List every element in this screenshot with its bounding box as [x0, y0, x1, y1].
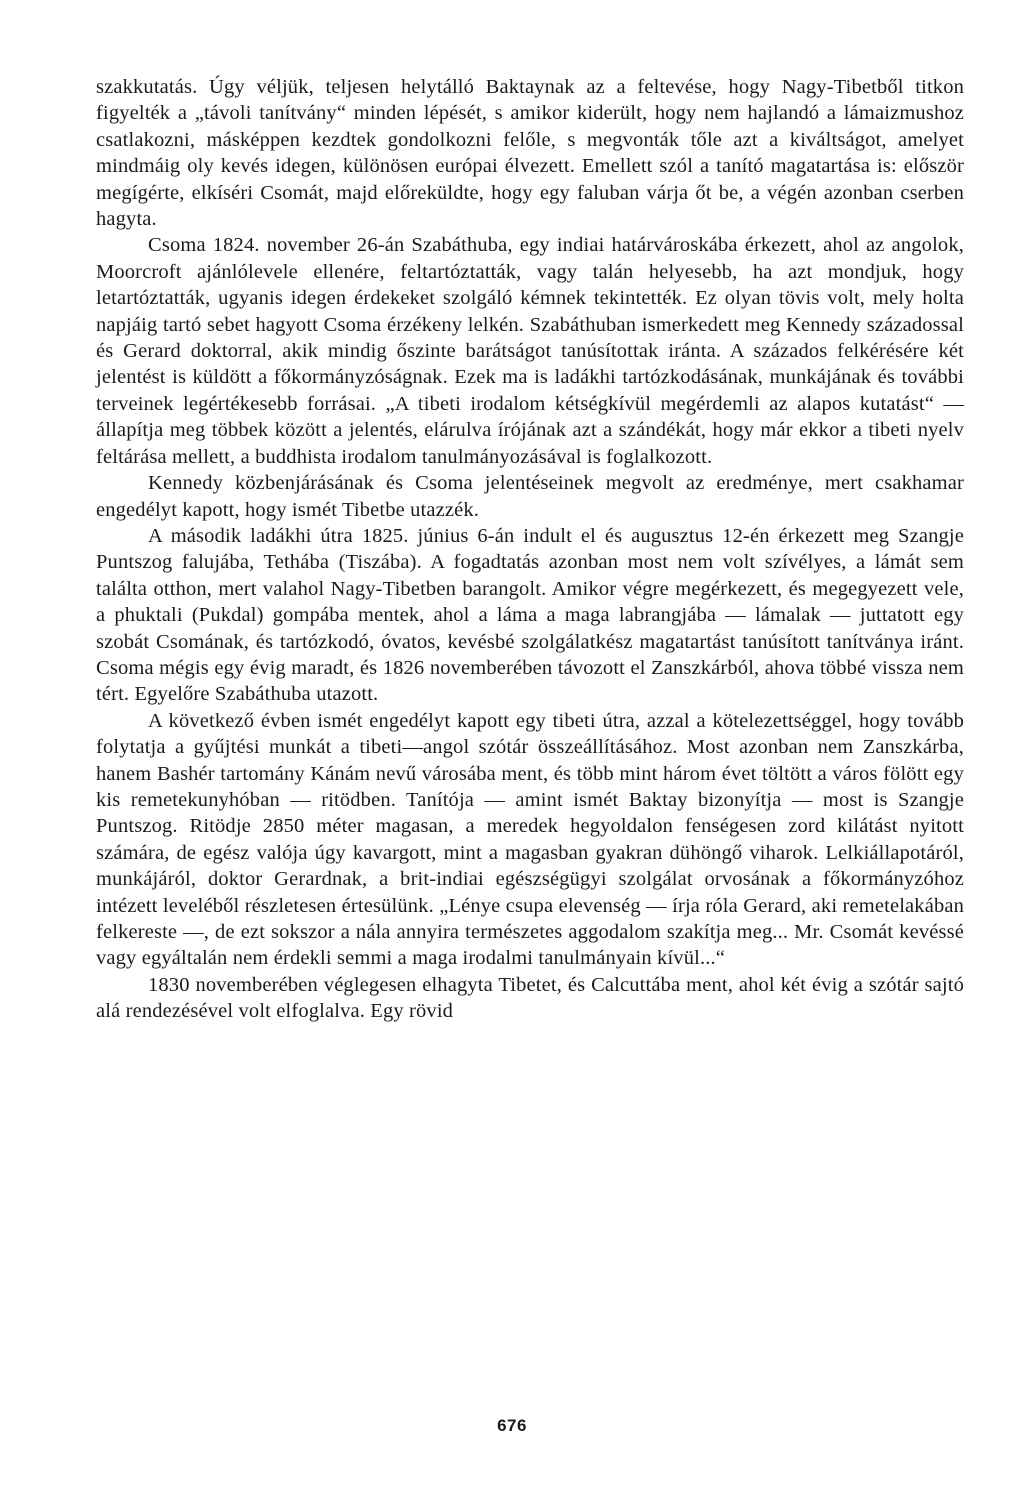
paragraph-4: A második ladákhi útra 1825. június 6-án indult el és augusztus 12-én érkezett meg Szangje Puntszog falujába, Tethába (Tiszába). A fogadtatás azonban most nem volt szívélyes, a lámát sem találta otthon, mert valahol Nagy-Tibetben barangolt. Amikor végre megérkezett, és megegyezett vele, a phuktali (Pukdal) gompába mentek, ahol a láma a maga labrangjába — lámalak — juttatott egy szobát Csomának, és tartózkodó, óvatos, kevésbé szolgálatkész magatartást tanúsított tanítványa iránt. Csoma mégis egy évig maradt, és 1826 novemberében távozott el Zanszkárból, ahova többé vissza nem tért. Egyelőre Szabáthuba utazott. [96, 524, 964, 706]
paragraph-1: szakkutatás. Úgy véljük, teljesen helytálló Baktaynak az a feltevése, hogy Nagy-Tibetből titkon figyelték a „távoli tanítvány“ minden lépését, s amikor kiderült, hogy nem hajlandó a lámaizmushoz csatlakozni, másképpen kezdtek gondolkozni felőle, s megvonták tőle azt a kiváltságot, amelyet mindmáig oly kevés idegen, különösen európai élvezett. Emellett szól a tanító magatartása is: először megígérte, elkíséri Csomát, majd előreküldte, hogy egy faluban várja őt be, a végén azonban cserben hagyta. [96, 76, 964, 231]
paragraph-2: Csoma 1824. november 26-án Szabáthuba, egy indiai határvároskába érkezett, ahol az angolok, Moorcroft ajánlólevele ellenére, feltartóztatták, vagy talán helyesebb, ha azt mondjuk, hogy letartóztatták, ugyanis idegen érdekeket szolgáló kémnek tekintették. Ez olyan tövis volt, mely holta napjáig tartó sebet hagyott Csoma érzékeny lelkén. Szabáthuban ismerkedett meg Kennedy századossal és Gerard doktorral, akik mindig őszinte barátságot tanúsítottak iránta. A százados felkérésére két jelentést is küldött a főkormányzóságnak. Ezek ma is ladákhi tartózkodásának, munkájának és további terveinek legértékesebb forrásai. „A tibeti irodalom kétségkívül megérdemli az alapos kutatást“ — állapítja meg többek között a jelentés, elárulva írójának azt a szándékát, hogy már ekkor a tibeti nyelv feltárása mellett, a buddhista irodalom tanulmányozásával is foglalkozott. [96, 234, 964, 468]
paragraph-5: A következő évben ismét engedélyt kapott egy tibeti útra, azzal a kötelezettséggel, hogy tovább folytatja a gyűjtési munkát a tibeti—angol szótár összeállításához. Most azonban nem Zanszkárba, hanem Bashér tartomány Kánám nevű városába ment, és több mint három évet töltött a város fölött egy kis remetekunyhóban — ritödben. Tanítója — amint ismét Baktay bizonyítja — most is Szangje Puntszog. Ritödje 2850 méter magasan, a meredek hegyoldalon fenségesen zord kilátást nyitott számára, de egész valója úgy kavargott, mint a magasban gyakran dühöngő viharok. Lelkiállapotáról, munkájáról, doktor Gerardnak, a brit-indiai egészségügyi szolgálat orvosának a főkormányzóhoz intézett leveléből részletesen értesülünk. „Lénye csupa elevenség — írja róla Gerard, aki remetelakában felkereste —, de ezt sokszor a nála annyira természetes aggodalom szakítja meg... Mr. Csomát kevéssé vagy egyáltalán nem érdekli semmi a maga irodalmi tanulmányain kívül...“ [96, 709, 964, 970]
page-body [96, 74, 964, 1025]
paragraph-6: 1830 novemberében véglegesen elhagyta Tibetet, és Calcuttába ment, ahol két évig a szótár sajtó alá rendezésével volt elfoglalva. Egy rövid [96, 973, 964, 1023]
paragraph-3: Kennedy közbenjárásának és Csoma jelentéseinek megvolt az eredménye, mert csakhamar engedélyt kapott, hogy ismét Tibetbe utazzék. [96, 472, 964, 521]
page-number: 676 [497, 1416, 527, 1435]
